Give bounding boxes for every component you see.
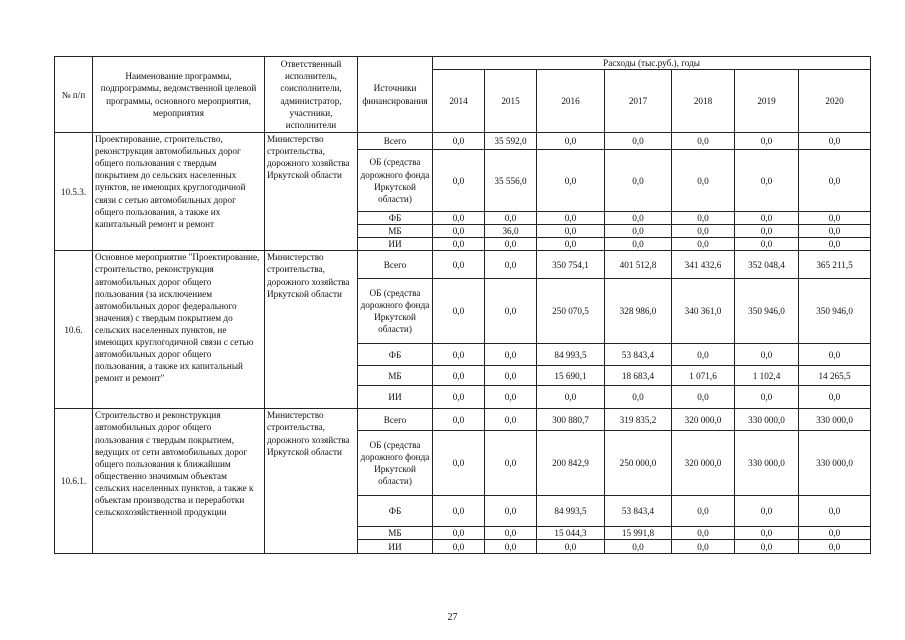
amount-cell: 0,0 (433, 409, 485, 431)
funding-source: ОБ (средства дорожного фонда Иркутской области) (358, 150, 433, 212)
amount-cell: 0,0 (799, 133, 871, 150)
amount-cell: 319 835,2 (605, 409, 672, 431)
amount-cell: 14 265,5 (799, 366, 871, 386)
program-name: Основное мероприятие "Проектирование, строительство, реконструкция автомобильных дорог общего пользования (за исключением автомобильных дорог федерального значения) с твердым покрытием до сельских населенных пунктов, не имеющих круглогодичной связи с сетью автомобильных дорог общего пользования, а также их капитальный ремонт и ремонт" (93, 251, 265, 409)
table-row (55, 409, 871, 431)
amount-cell: 250 070,5 (537, 279, 605, 344)
amount-cell: 0,0 (672, 212, 735, 225)
amount-cell: 0,0 (485, 238, 537, 251)
amount-cell: 0,0 (672, 386, 735, 409)
amount-cell: 0,0 (799, 540, 871, 554)
amount-cell: 340 361,0 (672, 279, 735, 344)
amount-cell: 0,0 (799, 344, 871, 366)
amount-cell: 0,0 (672, 225, 735, 238)
amount-cell: 0,0 (485, 527, 537, 540)
amount-cell: 0,0 (672, 344, 735, 366)
header-year: 2017 (605, 70, 672, 133)
amount-cell: 0,0 (485, 386, 537, 409)
amount-cell: 0,0 (485, 279, 537, 344)
funding-source: ИИ (358, 540, 433, 554)
responsible-executor: Министерство строительства, дорожного хозяйства Иркутской области (265, 251, 358, 409)
funding-source: МБ (358, 366, 433, 386)
amount-cell: 401 512,8 (605, 251, 672, 279)
amount-cell: 0,0 (485, 366, 537, 386)
header-num: № п/п (55, 57, 93, 133)
responsible-executor: Министерство строительства, дорожного хозяйства Иркутской области (265, 133, 358, 251)
table-row (55, 251, 871, 279)
amount-cell: 0,0 (433, 251, 485, 279)
amount-cell: 350 946,0 (735, 279, 799, 344)
header-year: 2020 (799, 70, 871, 133)
amount-cell: 330 000,0 (799, 409, 871, 431)
amount-cell: 0,0 (433, 212, 485, 225)
amount-cell: 352 048,4 (735, 251, 799, 279)
amount-cell: 0,0 (672, 540, 735, 554)
amount-cell: 330 000,0 (799, 431, 871, 496)
amount-cell: 36,0 (485, 225, 537, 238)
funding-source: Всего (358, 409, 433, 431)
amount-cell: 15 991,8 (605, 527, 672, 540)
header-year: 2019 (735, 70, 799, 133)
amount-cell: 0,0 (485, 496, 537, 527)
table-row (55, 133, 871, 150)
amount-cell: 0,0 (485, 409, 537, 431)
amount-cell: 0,0 (433, 527, 485, 540)
amount-cell: 320 000,0 (672, 431, 735, 496)
amount-cell: 84 993,5 (537, 344, 605, 366)
amount-cell: 0,0 (799, 527, 871, 540)
amount-cell: 15 690,1 (537, 366, 605, 386)
funding-source: МБ (358, 527, 433, 540)
amount-cell: 0,0 (672, 238, 735, 251)
amount-cell: 0,0 (735, 212, 799, 225)
amount-cell: 0,0 (605, 540, 672, 554)
header-expenses: Расходы (тыс.руб.), годы (433, 57, 871, 70)
amount-cell: 84 993,5 (537, 496, 605, 527)
amount-cell: 0,0 (537, 386, 605, 409)
program-name: Строительство и реконструкция автомобильных дорог общего пользования с твердым покрытием, ведущих от сети автомобильных дорог общего пользования к ближайшим общественно значимым объектам сельских населенных пунктов, а также к объектам производства и переработки сельскохозяйственной продукции (93, 409, 265, 554)
amount-cell: 330 000,0 (735, 409, 799, 431)
amount-cell: 0,0 (735, 344, 799, 366)
header-year: 2016 (537, 70, 605, 133)
amount-cell: 0,0 (799, 150, 871, 212)
funding-source: ФБ (358, 344, 433, 366)
amount-cell: 0,0 (605, 386, 672, 409)
amount-cell: 0,0 (433, 238, 485, 251)
amount-cell: 0,0 (537, 212, 605, 225)
amount-cell: 0,0 (735, 527, 799, 540)
amount-cell: 0,0 (433, 150, 485, 212)
funding-source: ФБ (358, 496, 433, 527)
row-number: 10.6. (55, 251, 93, 409)
amount-cell: 0,0 (735, 386, 799, 409)
amount-cell: 0,0 (485, 251, 537, 279)
amount-cell: 53 843,4 (605, 344, 672, 366)
amount-cell: 0,0 (735, 540, 799, 554)
amount-cell: 0,0 (485, 344, 537, 366)
funding-source: Всего (358, 251, 433, 279)
amount-cell: 341 432,6 (672, 251, 735, 279)
amount-cell: 15 044,3 (537, 527, 605, 540)
amount-cell: 0,0 (433, 540, 485, 554)
amount-cell: 1 071,6 (672, 366, 735, 386)
page-number: 27 (447, 612, 458, 623)
funding-source: ОБ (средства дорожного фонда Иркутской области) (358, 431, 433, 496)
amount-cell: 0,0 (799, 386, 871, 409)
amount-cell: 53 843,4 (605, 496, 672, 527)
amount-cell: 0,0 (485, 212, 537, 225)
amount-cell: 0,0 (433, 279, 485, 344)
amount-cell: 0,0 (537, 133, 605, 150)
amount-cell: 0,0 (735, 133, 799, 150)
header-year: 2015 (485, 70, 537, 133)
amount-cell: 0,0 (433, 496, 485, 527)
amount-cell: 0,0 (672, 133, 735, 150)
amount-cell: 0,0 (433, 386, 485, 409)
header-source: Источники финансирования (358, 57, 433, 133)
amount-cell: 0,0 (735, 225, 799, 238)
amount-cell: 1 102,4 (735, 366, 799, 386)
amount-cell: 0,0 (433, 225, 485, 238)
amount-cell: 330 000,0 (735, 431, 799, 496)
amount-cell: 0,0 (735, 238, 799, 251)
amount-cell: 300 880,7 (537, 409, 605, 431)
amount-cell: 0,0 (485, 431, 537, 496)
program-name: Проектирование, строительство, реконструкция автомобильных дорог общего пользования с твердым покрытием до сельских населенных пунктов, не имеющих круглогодичной связи с сетью автомобильных дорог общего пользования, а также их капитальный ремонт и ремонт (93, 133, 265, 251)
amount-cell: 0,0 (537, 225, 605, 238)
amount-cell: 328 986,0 (605, 279, 672, 344)
amount-cell: 0,0 (799, 212, 871, 225)
amount-cell: 0,0 (605, 212, 672, 225)
amount-cell: 320 000,0 (672, 409, 735, 431)
amount-cell: 0,0 (485, 540, 537, 554)
header-name: Наименование программы, подпрограммы, ведомственной целевой программы, основного мероприятия, мероприятия (93, 57, 265, 133)
amount-cell: 350 946,0 (799, 279, 871, 344)
budget-table (54, 56, 871, 554)
funding-source: Всего (358, 133, 433, 150)
amount-cell: 350 754,1 (537, 251, 605, 279)
funding-source: ИИ (358, 386, 433, 409)
amount-cell: 0,0 (537, 238, 605, 251)
amount-cell: 0,0 (433, 344, 485, 366)
amount-cell: 18 683,4 (605, 366, 672, 386)
amount-cell: 0,0 (735, 150, 799, 212)
amount-cell: 0,0 (433, 133, 485, 150)
amount-cell: 365 211,5 (799, 251, 871, 279)
amount-cell: 35 556,0 (485, 150, 537, 212)
row-number: 10.5.3. (55, 133, 93, 251)
amount-cell: 0,0 (799, 496, 871, 527)
funding-source: ФБ (358, 212, 433, 225)
amount-cell: 0,0 (735, 496, 799, 527)
amount-cell: 0,0 (537, 540, 605, 554)
amount-cell: 250 000,0 (605, 431, 672, 496)
amount-cell: 0,0 (799, 225, 871, 238)
funding-source: ИИ (358, 238, 433, 251)
responsible-executor: Министерство строительства, дорожного хозяйства Иркутской области (265, 409, 358, 554)
header-year: 2014 (433, 70, 485, 133)
amount-cell: 0,0 (537, 150, 605, 212)
header-responsible: Ответственный исполнитель, соисполнители, администратор, участники, исполнители (265, 57, 358, 133)
row-number: 10.6.1. (55, 409, 93, 554)
amount-cell: 0,0 (672, 527, 735, 540)
amount-cell: 0,0 (605, 238, 672, 251)
amount-cell: 0,0 (605, 150, 672, 212)
amount-cell: 200 842,9 (537, 431, 605, 496)
amount-cell: 0,0 (672, 496, 735, 527)
amount-cell: 0,0 (799, 238, 871, 251)
amount-cell: 35 592,0 (485, 133, 537, 150)
header-year: 2018 (672, 70, 735, 133)
amount-cell: 0,0 (433, 431, 485, 496)
amount-cell: 0,0 (605, 133, 672, 150)
funding-source: МБ (358, 225, 433, 238)
funding-source: ОБ (средства дорожного фонда Иркутской области) (358, 279, 433, 344)
amount-cell: 0,0 (605, 225, 672, 238)
amount-cell: 0,0 (672, 150, 735, 212)
amount-cell: 0,0 (433, 366, 485, 386)
